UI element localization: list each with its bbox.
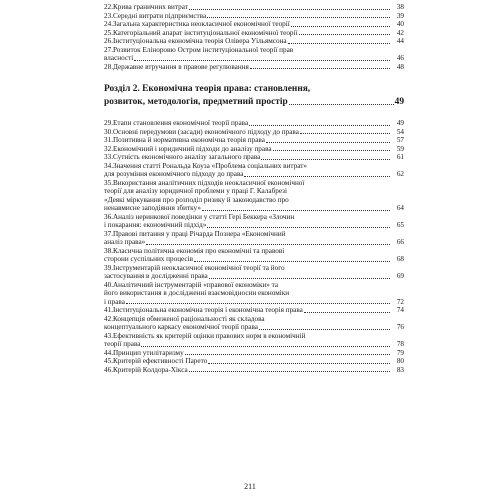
toc-entry-number: 36. — [104, 212, 113, 221]
toc-entry-page: 66 — [396, 238, 404, 246]
toc-entry-title: Загальна характеристика неокласичної економічної теорії — [112, 20, 290, 28]
toc-entry-title: Крива граничних витрат — [112, 3, 188, 11]
toc-entry-line — [104, 213, 404, 222]
toc-entry-text — [104, 128, 299, 137]
section-heading — [104, 83, 404, 108]
toc-entry — [104, 162, 404, 179]
toc-entry-title-line: і права — [104, 297, 125, 306]
toc-entry-page: 65 — [396, 221, 404, 229]
toc-entry — [104, 179, 404, 213]
toc-entry-number: 35. — [104, 178, 113, 187]
table-of-contents — [104, 3, 404, 374]
toc-entry-text — [104, 63, 249, 72]
toc-entry-title-line: Аналіз неринкової поведінки у статті Гері Беккера «Злочин — [112, 212, 295, 221]
toc-entry-page: 69 — [396, 272, 404, 280]
toc-entry-title-line: концептуального каркасу економічної теорії права — [104, 323, 258, 331]
toc-entry-text — [104, 29, 298, 38]
toc-entry-text — [104, 136, 265, 145]
toc-entry-title: Позитивна й нормативна економічна теорія права — [112, 136, 265, 144]
toc-entry — [104, 213, 404, 230]
toc-entry-title: Середні витрати підприємства — [112, 11, 207, 20]
toc-entry-text — [104, 306, 303, 315]
toc-entry-line — [104, 187, 404, 196]
dot-leader — [273, 150, 390, 151]
dot-leader — [300, 133, 390, 134]
toc-entry-text — [104, 119, 248, 128]
toc-entry — [104, 12, 404, 21]
toc-entry-page: 48 — [396, 62, 404, 71]
toc-entry-title: Принцип утилітаризму — [112, 348, 184, 357]
toc-entry-text — [104, 12, 206, 21]
toc-entry-page: 46 — [396, 54, 404, 62]
toc-entry-page: 64 — [396, 204, 404, 212]
toc-entry-number: 37. — [104, 229, 113, 238]
toc-entry-last-line — [104, 204, 404, 213]
dot-leader — [194, 261, 390, 262]
dot-leader — [146, 244, 390, 245]
dot-leader — [207, 227, 390, 228]
toc-entry-number: 42. — [104, 314, 113, 323]
dot-leader — [289, 104, 394, 105]
dot-leader — [126, 303, 390, 304]
toc-entry-number: 44. — [104, 348, 113, 357]
toc-group-1 — [104, 3, 404, 71]
toc-entry-line — [104, 162, 404, 171]
toc-entry-number: 31. — [104, 136, 113, 144]
toc-entry-number: 27. — [104, 45, 113, 54]
dot-leader — [189, 9, 390, 10]
toc-entry — [104, 332, 404, 349]
toc-entry-title-line: Розвиток Еліноровю Остром інституціональної теорії прав — [112, 45, 294, 54]
toc-entry-line — [104, 264, 404, 273]
toc-entry-title-line: Концепція обмеженої раціональності як складова — [112, 314, 265, 323]
toc-entry-last-line — [104, 298, 404, 307]
toc-entry — [104, 247, 404, 264]
toc-entry — [104, 306, 404, 315]
toc-entry-title-line: його використання в дослідженні взаємовідносин економіки — [104, 289, 290, 297]
toc-entry-page: 80 — [396, 357, 404, 365]
dot-leader — [202, 210, 390, 211]
toc-entry-title: Державне втручання в правове регулювання — [112, 62, 249, 71]
toc-entry — [104, 63, 404, 72]
toc-entry — [104, 264, 404, 281]
toc-entry-title-line: аналіз права» — [104, 238, 146, 246]
toc-entry-line — [104, 289, 404, 298]
toc-entry-number: 22. — [104, 3, 113, 11]
toc-entry-text — [104, 145, 272, 154]
toc-entry-page: 78 — [396, 340, 404, 348]
toc-entry-last-line — [104, 340, 404, 349]
toc-entry — [104, 230, 404, 247]
toc-entry-page: 79 — [396, 348, 404, 357]
toc-entry-number: 23. — [104, 11, 113, 20]
toc-entry-number: 39. — [104, 263, 113, 272]
section-page: 49 — [394, 96, 404, 107]
toc-entry-title-line: і покарання: економічний підхід» — [104, 221, 207, 229]
toc-entry-text — [104, 153, 260, 162]
section-title-line2: розвиток, методологія, предметний простір — [104, 96, 288, 107]
toc-entry-line — [104, 196, 404, 205]
toc-group-2 — [104, 119, 404, 374]
dot-leader — [207, 17, 390, 18]
toc-entry-text — [104, 366, 188, 375]
toc-entry-text — [104, 20, 290, 29]
toc-entry-line — [104, 247, 404, 256]
toc-entry-last-line — [104, 323, 404, 332]
toc-entry-number: 29. — [104, 119, 113, 127]
toc-entry-number: 25. — [104, 28, 113, 37]
toc-entry-title: Критерій Колдора-Хікса — [112, 365, 188, 374]
toc-entry-page: 76 — [396, 323, 404, 331]
toc-entry-title-line: Використання аналітичних підходів неокласичної економічної — [112, 178, 305, 187]
toc-entry-text — [104, 37, 287, 46]
dot-leader — [250, 68, 390, 69]
toc-entry-page: 38 — [396, 3, 404, 11]
toc-entry-title-line: Аналітичний інструментарій «правової економіки» та — [112, 280, 279, 289]
dot-leader — [134, 60, 390, 61]
toc-entry-page: 72 — [396, 297, 404, 306]
dot-leader — [259, 329, 390, 330]
toc-entry — [104, 37, 404, 46]
toc-entry-page: 40 — [396, 20, 404, 28]
toc-entry-page: 44 — [396, 37, 404, 45]
toc-entry-number: 33. — [104, 153, 113, 161]
toc-entry-title-line: Класична політична економія про економічні та правові — [112, 246, 285, 255]
dot-leader — [141, 346, 390, 347]
dot-leader — [208, 363, 390, 364]
toc-entry — [104, 136, 404, 145]
toc-entry — [104, 29, 404, 38]
toc-entry-title-line: сторони суспільних процесів — [104, 255, 194, 263]
toc-entry-number: 34. — [104, 161, 113, 170]
toc-entry-page: 62 — [396, 170, 404, 178]
toc-entry-line — [104, 230, 404, 239]
toc-entry-page: 42 — [396, 28, 404, 37]
toc-entry-number: 46. — [104, 365, 113, 374]
toc-entry-title-line: теорії для аналізу юридичної проблеми у праці Г. Калабрезі — [104, 187, 287, 195]
toc-entry-title: Категоріальний апарат інституціональної економічної теорії — [112, 28, 298, 37]
toc-entry-title-line: для розуміння економічного підходу до права — [104, 170, 244, 178]
toc-entry-title-line: Значення статті Рональда Коуза «Проблема соціальних витрат» — [112, 161, 307, 170]
toc-entry-title-line: Правові питання у праці Річарда Познера «Економічний — [112, 229, 286, 238]
toc-entry-number: 30. — [104, 127, 113, 136]
toc-entry-title-line: застосування в дослідженні права — [104, 272, 208, 280]
dot-leader — [288, 43, 390, 44]
toc-entry-page: 68 — [396, 255, 404, 263]
toc-entry-page: 74 — [396, 306, 404, 314]
toc-entry-title: Основні передумови (засади) економічного підходу до права — [112, 127, 299, 136]
toc-entry-number: 40. — [104, 280, 113, 289]
toc-entry-number: 32. — [104, 144, 113, 153]
toc-entry-title: Критерій ефективності Парето — [112, 357, 208, 365]
dot-leader — [261, 159, 390, 160]
toc-entry — [104, 357, 404, 366]
toc-entry-page: 49 — [396, 119, 404, 127]
toc-entry — [104, 145, 404, 154]
toc-entry-number: 41. — [104, 306, 113, 314]
toc-entry-title: Етапи становлення економічної теорії права — [112, 119, 249, 127]
toc-entry-title-line: «Деякі міркування про розподіл ризику й законодавство про — [104, 195, 289, 204]
toc-entry-number: 24. — [104, 20, 113, 28]
toc-entry-line — [104, 179, 404, 188]
toc-entry — [104, 3, 404, 12]
dot-leader — [249, 125, 390, 126]
toc-entry-title-line: Інструментарій неокласичної економічної теорії та його — [112, 263, 285, 272]
toc-entry-page: 61 — [396, 153, 404, 161]
toc-entry-page: 83 — [396, 365, 404, 374]
toc-entry-title-line: ненавмисне заподіяння збитку» — [104, 204, 201, 212]
toc-entry-number: 38. — [104, 246, 113, 255]
toc-entry-title-line: власності — [104, 54, 134, 62]
toc-entry-text — [104, 357, 207, 366]
dot-leader — [189, 371, 390, 372]
toc-entry — [104, 119, 404, 128]
toc-entry-last-line — [104, 170, 404, 179]
dot-leader — [266, 142, 390, 143]
toc-entry-last-line — [104, 238, 404, 247]
toc-entry-page: 57 — [396, 136, 404, 144]
toc-entry-text — [104, 3, 188, 12]
toc-entry — [104, 128, 404, 137]
page-number: 211 — [244, 482, 256, 491]
toc-entry-title-line: теорії права — [104, 340, 141, 348]
toc-entry — [104, 281, 404, 307]
section-title-line1: Розділ 2. Економічна теорія права: становлення, — [104, 84, 311, 94]
toc-entry-line — [104, 46, 404, 55]
toc-entry-last-line — [104, 255, 404, 264]
toc-entry-text — [104, 349, 184, 358]
toc-entry-page: 59 — [396, 144, 404, 153]
toc-entry — [104, 153, 404, 162]
toc-entry-last-line — [104, 272, 404, 281]
toc-entry-line — [104, 315, 404, 324]
toc-entry-number: 26. — [104, 37, 113, 45]
toc-entry-line — [104, 281, 404, 290]
toc-entry — [104, 315, 404, 332]
toc-entry — [104, 349, 404, 358]
toc-entry-last-line — [104, 221, 404, 230]
toc-entry-title: Інституціональна економічна теорія і економічна теорія права — [112, 306, 303, 314]
dot-leader — [299, 34, 390, 35]
toc-entry-line — [104, 332, 404, 341]
toc-entry — [104, 46, 404, 63]
toc-entry-number: 45. — [104, 357, 113, 365]
toc-entry-title: Сутність економічного аналізу загального права — [112, 153, 261, 161]
toc-entry-title: Інституціональна економічна теорія Олівера Уільямсона — [112, 37, 287, 45]
dot-leader — [291, 26, 390, 27]
toc-entry-title-line: Ефективність як критерій оцінки правових норм в економічній — [112, 331, 306, 340]
toc-entry-page: 54 — [396, 127, 404, 136]
toc-entry — [104, 366, 404, 375]
toc-entry-number: 43. — [104, 331, 113, 340]
dot-leader — [209, 278, 390, 279]
toc-entry-page: 39 — [396, 11, 404, 20]
toc-entry-number: 28. — [104, 62, 113, 71]
dot-leader — [185, 354, 390, 355]
toc-entry-title: Економічний і юридичний підходи до аналізу права — [112, 144, 272, 153]
toc-entry-last-line — [104, 54, 404, 63]
dot-leader — [244, 176, 390, 177]
toc-entry — [104, 20, 404, 29]
dot-leader — [304, 312, 390, 313]
